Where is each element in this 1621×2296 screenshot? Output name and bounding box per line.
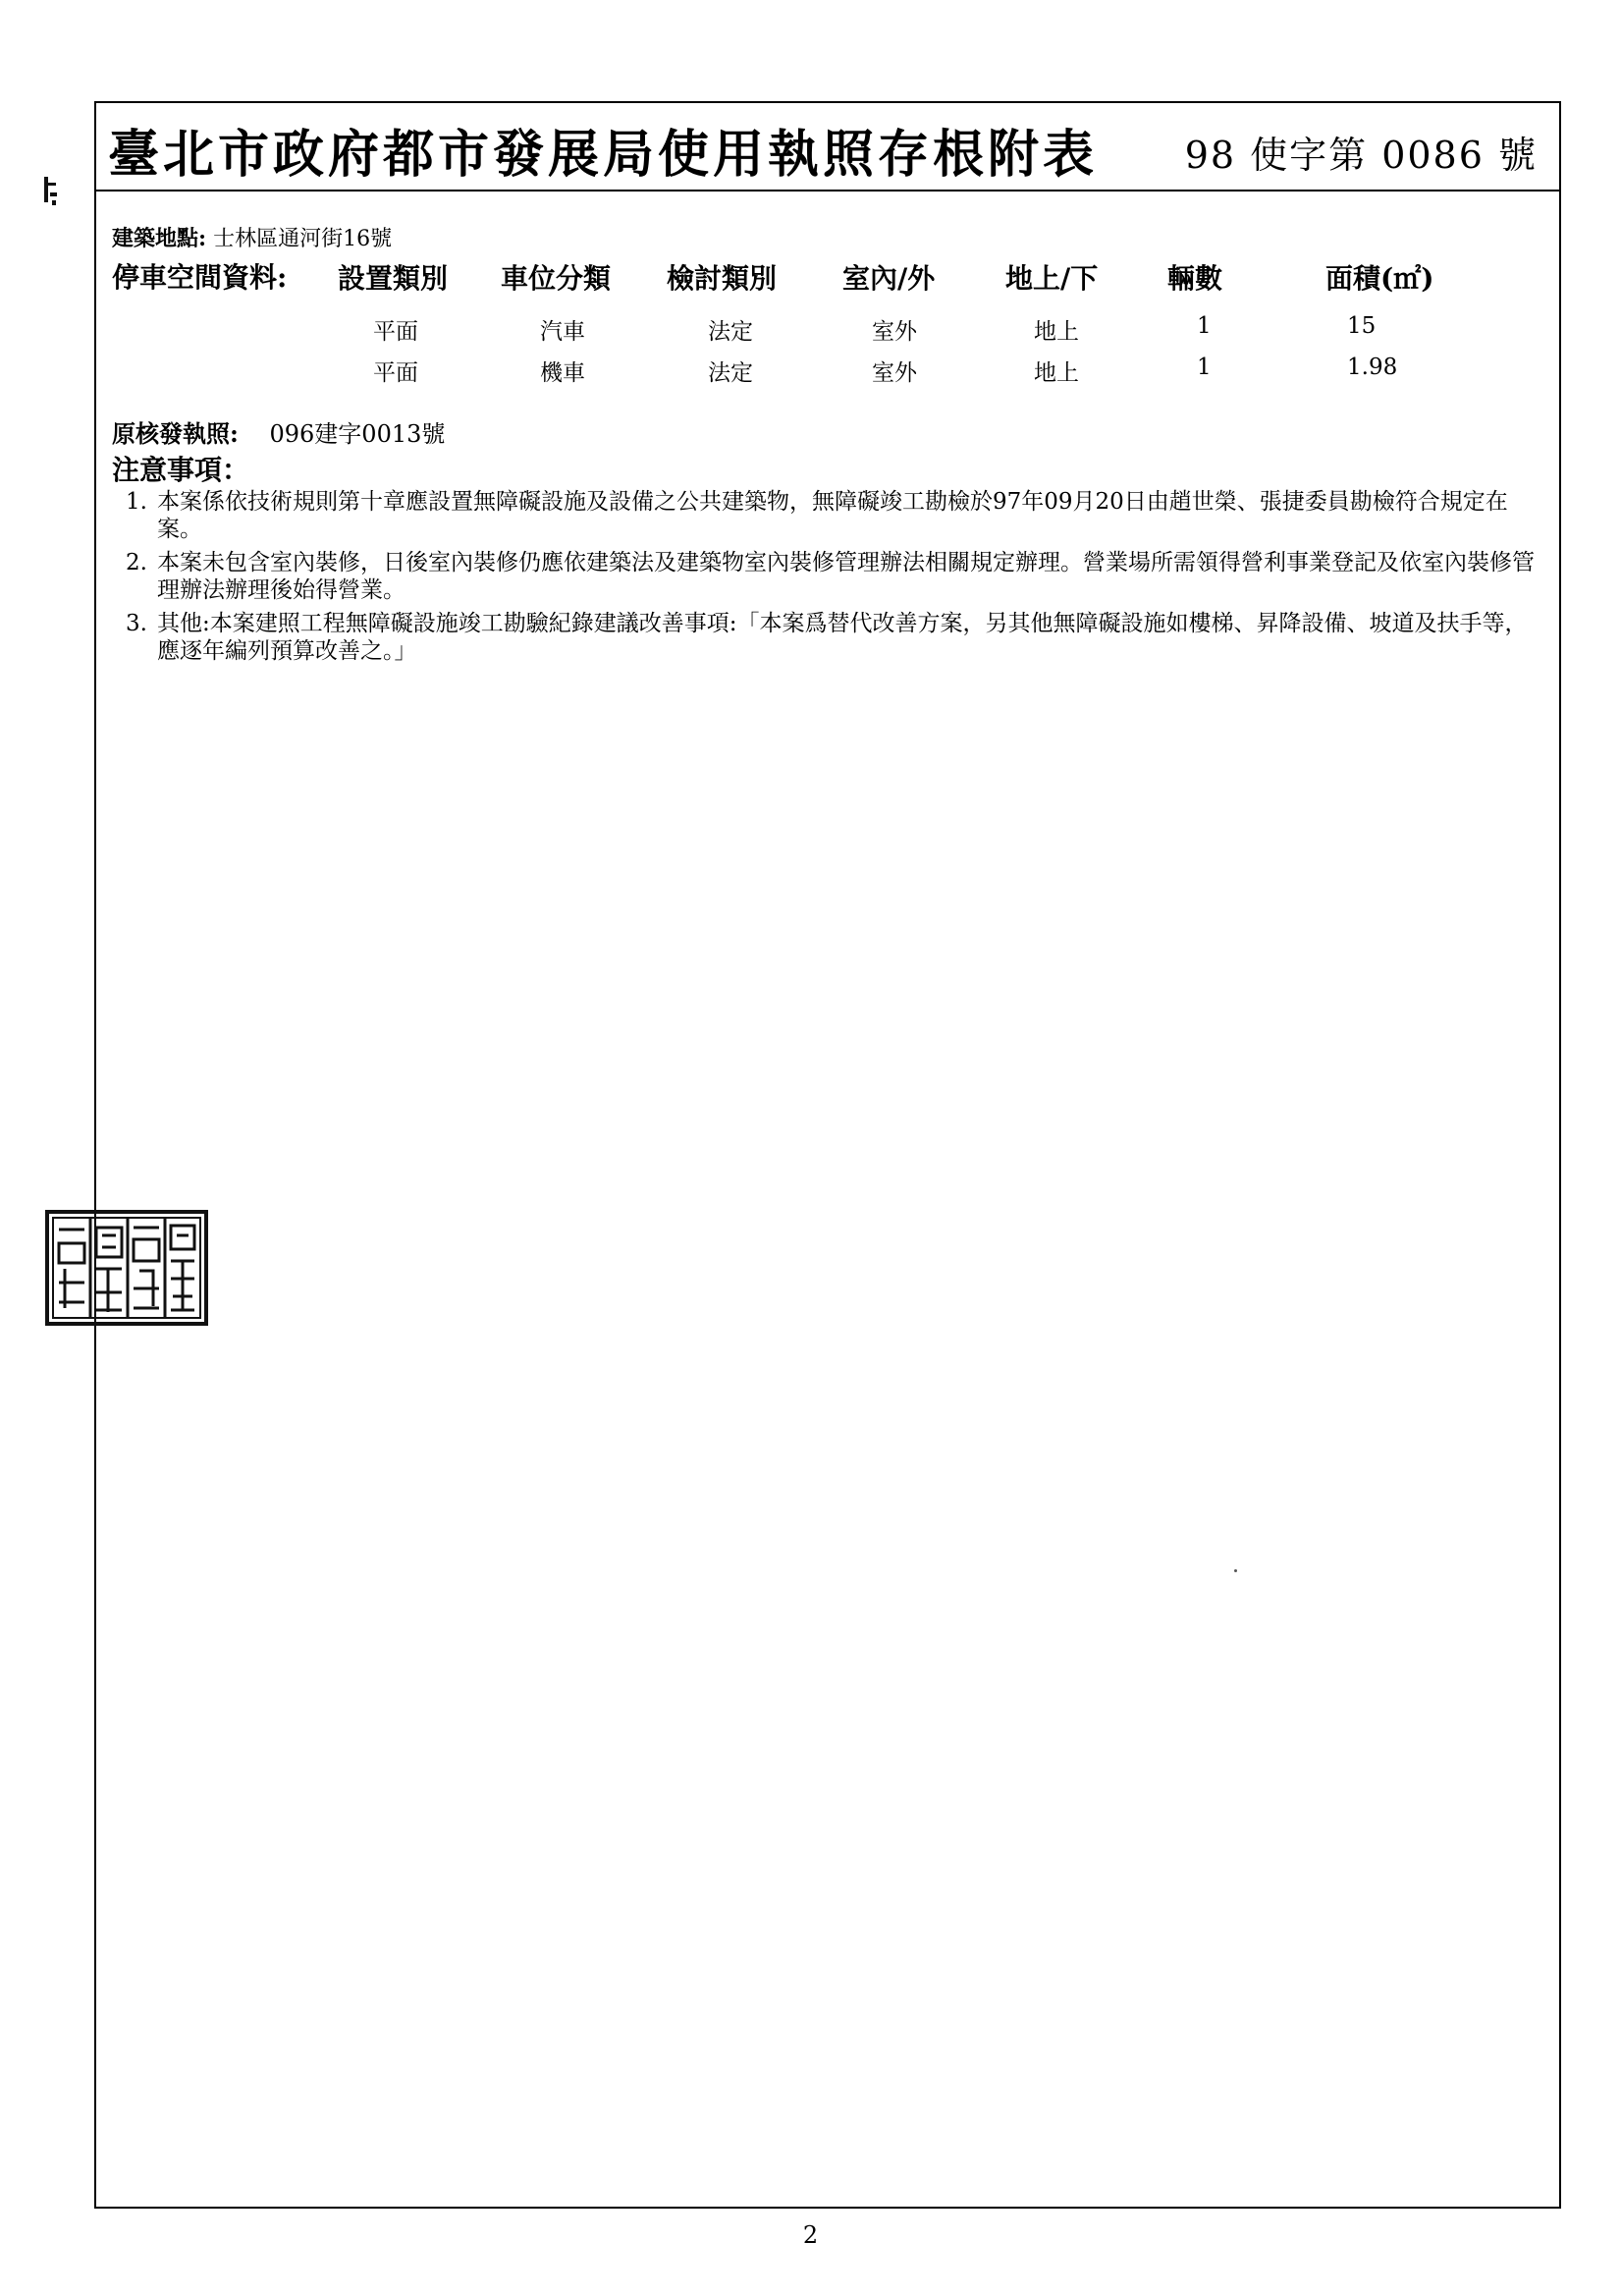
- scan-speck: [1234, 1569, 1237, 1572]
- column-header: 檢討類別: [667, 262, 778, 295]
- table-cell: 室外: [872, 360, 917, 386]
- note-text: 本案係依技術規則第十章應設置無障礙設施及設備之公共建築物，無障礙竣工勘檢於97年09月20日由趙世榮、張捷委員勘檢符合規定在案。: [157, 489, 1508, 542]
- official-seal-stamp: [45, 1210, 208, 1326]
- table-cell: 法定: [708, 360, 753, 386]
- address-value: 士林區通河街16號: [206, 227, 393, 251]
- form-frame: [94, 101, 1561, 2209]
- original-permit: [112, 414, 445, 449]
- note-item: [126, 488, 1547, 543]
- table-cell: 1: [1197, 355, 1212, 380]
- column-header: 設置類別: [338, 262, 449, 295]
- document-title: 臺北市政府都市發展局使用執照存根附表: [108, 125, 1099, 185]
- note-number: 3.: [126, 611, 147, 636]
- original-permit-label: 原核發執照:: [112, 419, 239, 448]
- table-cell: 平面: [373, 319, 418, 345]
- note-number: 1.: [126, 489, 147, 515]
- notes-title: 注意事項：: [112, 454, 250, 486]
- column-header: 輛數: [1167, 262, 1223, 295]
- column-header: 面積(㎡): [1325, 262, 1434, 295]
- margin-mark: [41, 175, 59, 206]
- table-cell: 1.98: [1347, 355, 1398, 380]
- original-permit-value: 096建字0013號: [269, 420, 446, 448]
- table-cell: 平面: [373, 360, 418, 386]
- table-cell: 1: [1197, 313, 1212, 339]
- table-cell: 15: [1347, 313, 1377, 339]
- table-cell: 法定: [708, 319, 753, 345]
- note-text: 其他:本案建照工程無障礙設施竣工勘驗紀錄建議改善事項:「本案爲替代改善方案，另其他無障礙設施如樓梯、昇降設備、坡道及扶手等，應逐年編列預算改善之。」: [157, 611, 1528, 664]
- form-header: [96, 103, 1559, 191]
- table-cell: 室外: [872, 319, 917, 345]
- notes-list: [126, 488, 1547, 671]
- table-cell: 機車: [540, 360, 585, 386]
- page-number: 2: [802, 2221, 819, 2249]
- permit-number: 98 使字第 0086 號: [1184, 134, 1538, 177]
- note-item: [126, 549, 1547, 604]
- column-header: 室內/外: [842, 262, 936, 295]
- note-item: [126, 610, 1547, 665]
- table-cell: 地上: [1034, 360, 1079, 386]
- table-cell: 汽車: [540, 319, 585, 345]
- column-header: 地上/下: [1005, 262, 1099, 295]
- table-cell: 地上: [1034, 319, 1079, 345]
- note-number: 2.: [126, 550, 147, 575]
- address-label: 建築地點:: [112, 226, 207, 251]
- building-address: [112, 222, 392, 252]
- column-header: 車位分類: [501, 262, 612, 295]
- note-text: 本案未包含室內裝修，日後室內裝修仍應依建築法及建築物室內裝修管理辦法相關規定辦理。營業場所需領得營利事業登記及依室內裝修管理辦法辦理後始得營業。: [157, 550, 1535, 603]
- parking-section-label: 停車空間資料:: [112, 261, 288, 294]
